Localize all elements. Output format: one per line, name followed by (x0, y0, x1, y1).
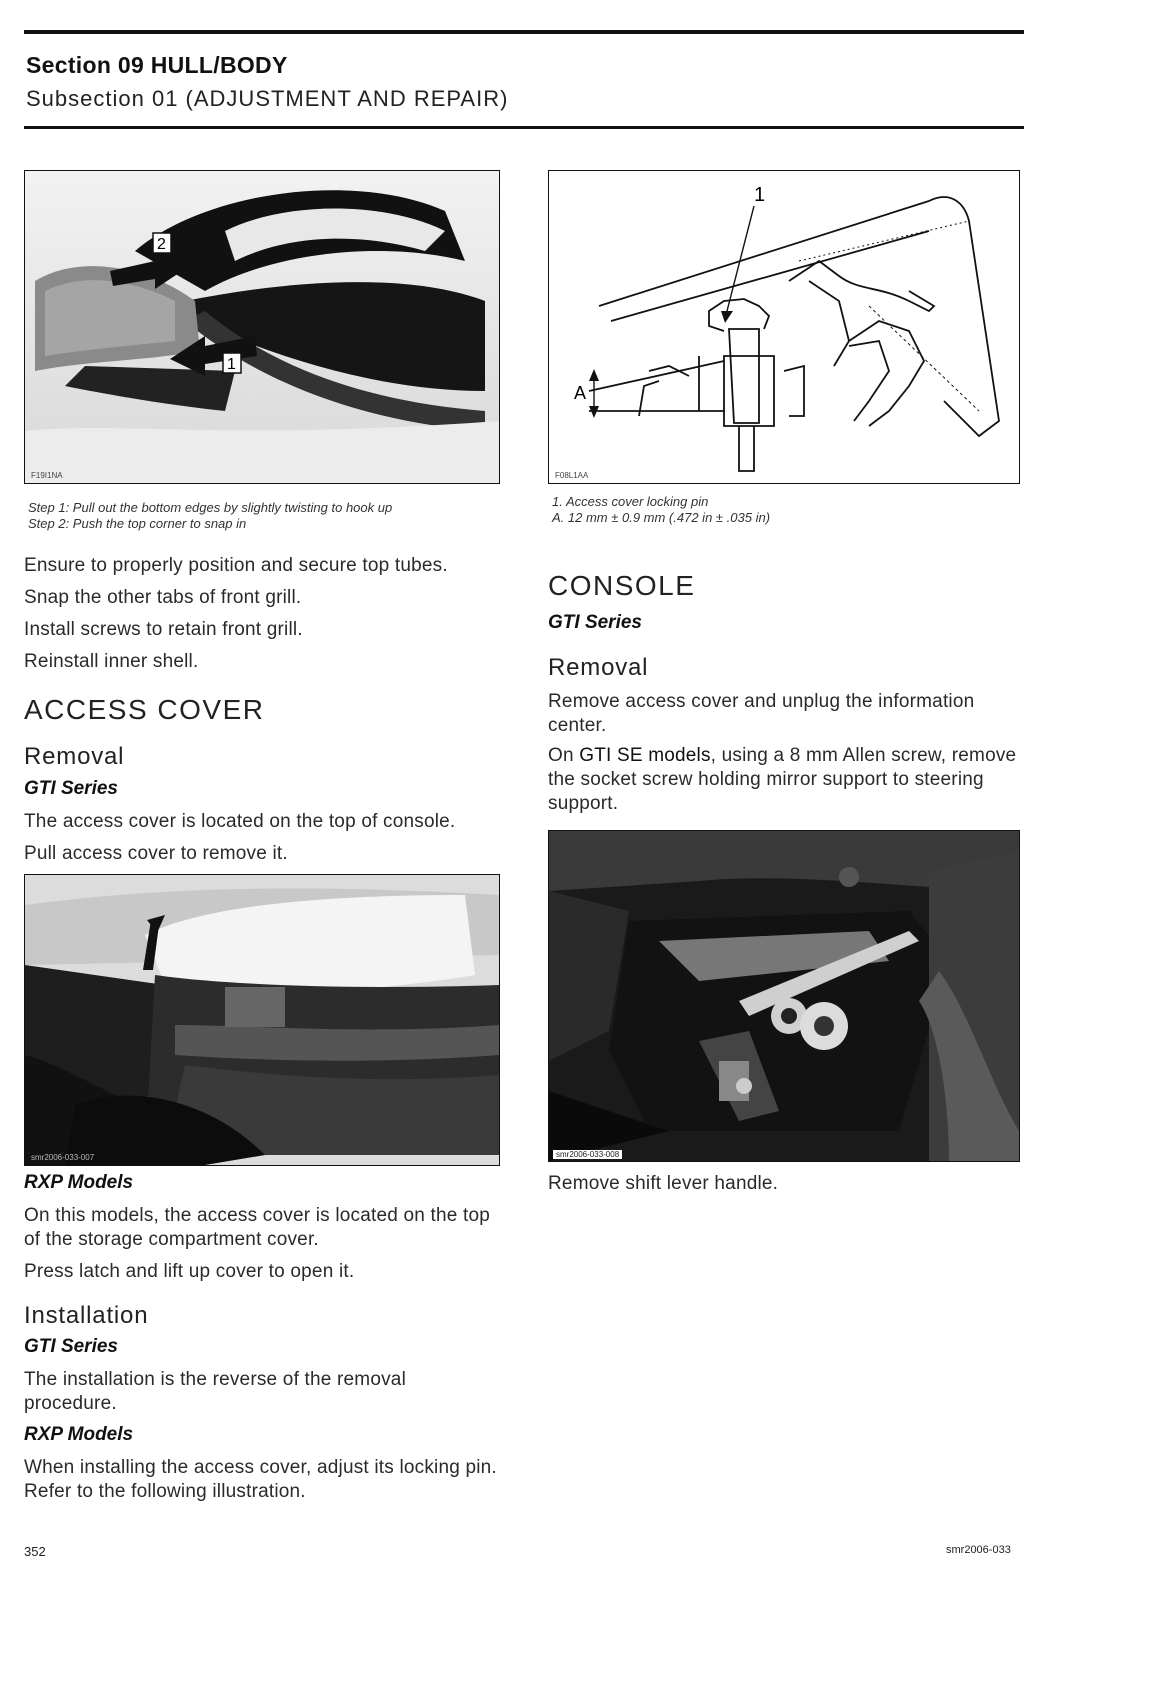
figure-caption-step1: Step 1: Pull out the bottom edges by slightly twisting to hook up (28, 500, 393, 515)
document-code: smr2006-033 (946, 1544, 1011, 1556)
diagram-caption-1: 1. Access cover locking pin (552, 494, 709, 509)
paragraph-install-screws: Install screws to retain front grill. (24, 619, 303, 640)
photo-callout-1: 1 (227, 356, 236, 373)
paragraph-rxp-location: On this models, the access cover is located on the top of the storage compartment cover. (24, 1205, 490, 1250)
header-top-rule (24, 30, 1024, 34)
figure-code: smr2006-033-007 (31, 1153, 95, 1162)
diagram-caption-a: A. 12 mm ± 0.9 mm (.472 in ± .035 in) (552, 510, 771, 525)
figure-code: smr2006-033-008 (553, 1150, 622, 1159)
figure-code: F08L1AA (555, 471, 589, 480)
paragraph-reinstall-shell: Reinstall inner shell. (24, 651, 199, 672)
grill-photo-illustration (25, 171, 499, 483)
figure-code: F19I1NA (31, 471, 63, 480)
paragraph-access-location: The access cover is located on the top of console. (24, 811, 456, 832)
photo-callout-2: 2 (157, 236, 166, 253)
paragraph-snap-tabs: Snap the other tabs of front grill. (24, 587, 302, 608)
heading-rxp-models: RXP Models (24, 1172, 134, 1193)
console-photo-illustration (549, 831, 1019, 1161)
figure-grill-photo (24, 170, 500, 484)
heading-gti-series-install: GTI Series (24, 1336, 118, 1357)
figure-locking-pin-diagram (548, 170, 1020, 484)
heading-gti-series-console: GTI Series (548, 612, 642, 633)
diagram-callout-1: 1 (754, 184, 766, 206)
paragraph-gti-se-prefix: On (548, 745, 580, 766)
paragraph-adjust-pin: When installing the access cover, adjust its locking pin. Refer to the following illustration. (24, 1457, 497, 1502)
section-title: Section 09 HULL/BODY (26, 52, 288, 78)
figure-console-photo (548, 830, 1020, 1162)
paragraph-gti-se-models: GTI SE models (579, 745, 711, 766)
paragraph-gti-se-mirror (548, 744, 1024, 816)
locking-pin-diagram (549, 171, 1019, 483)
figure-access-cover-photo (24, 874, 500, 1166)
paragraph-remove-access-cover: Remove access cover and unplug the information center. (548, 691, 975, 736)
figure-caption-step2: Step 2: Push the top corner to snap in (28, 516, 247, 531)
heading-console: CONSOLE (548, 570, 696, 601)
paragraph-press-latch: Press latch and lift up cover to open it. (24, 1261, 355, 1282)
heading-access-cover: ACCESS COVER (24, 694, 265, 725)
page-number: 352 (24, 1544, 46, 1559)
paragraph-remove-shift-lever: Remove shift lever handle. (548, 1173, 779, 1194)
subsection-title: Subsection 01 (ADJUSTMENT AND REPAIR) (26, 86, 509, 111)
paragraph-top-tubes: Ensure to properly position and secure top tubes. (24, 555, 448, 576)
heading-removal: Removal (24, 743, 125, 770)
heading-gti-series: GTI Series (24, 778, 118, 799)
paragraph-gti-se-rest: , using a 8 mm Allen screw, remove the socket screw holding mirror support to steering support. (548, 745, 1017, 814)
access-cover-photo-illustration (25, 875, 499, 1165)
header-bottom-rule (24, 126, 1024, 129)
diagram-callout-a: A (574, 383, 587, 403)
paragraph-pull-cover: Pull access cover to remove it. (24, 843, 288, 864)
heading-rxp-models-install: RXP Models (24, 1424, 134, 1445)
paragraph-install-reverse: The installation is the reverse of the removal procedure. (24, 1369, 406, 1414)
heading-installation: Installation (24, 1302, 149, 1329)
heading-console-removal: Removal (548, 654, 649, 681)
